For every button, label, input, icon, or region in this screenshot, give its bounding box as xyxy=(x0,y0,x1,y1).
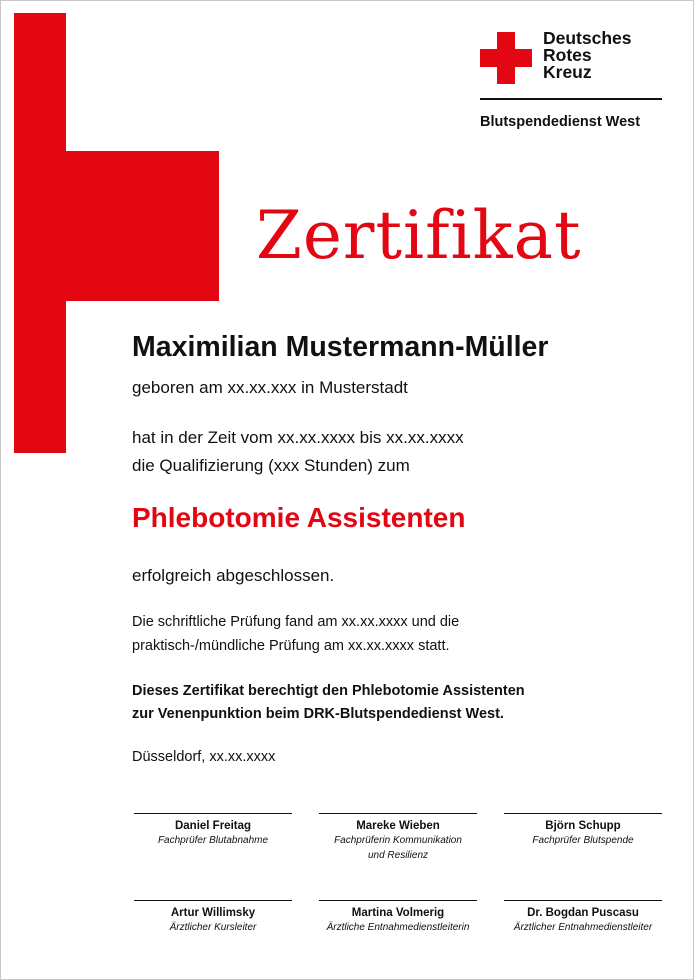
signature-block xyxy=(504,900,662,935)
signature-block xyxy=(134,813,292,848)
signer-name: Dr. Bogdan Puscasu xyxy=(527,907,639,919)
signer-name: Martina Volmerig xyxy=(351,907,445,919)
logo-wordmark xyxy=(543,30,632,81)
birth-info: geboren am xx.xx.xxx in Musterstadt xyxy=(132,378,408,397)
exam-text-line-2: praktisch-/mündliche Prüfung am xx.xx.xxxx statt. xyxy=(132,638,450,654)
signature-line xyxy=(504,813,662,814)
logo-divider xyxy=(480,98,662,100)
signature-line xyxy=(319,900,477,901)
logo-line-1: Deutsches xyxy=(543,28,632,48)
signer-name: Artur Willimsky xyxy=(170,907,256,919)
signer-role: Ärztlicher Kursleiter xyxy=(169,922,257,933)
signer-role: Fachprüfer Blutabnahme xyxy=(157,835,269,846)
signature-line xyxy=(319,813,477,814)
signature-block xyxy=(319,813,477,863)
logo-line-2: Rotes xyxy=(543,45,592,65)
signature-line xyxy=(134,900,292,901)
signer-name: Björn Schupp xyxy=(545,820,621,832)
authorization-line-2: zur Venenpunktion beim DRK-Blutspendedienst West. xyxy=(132,706,504,722)
training-period: hat in der Zeit vom xx.xx.xxxx bis xx.xx.xxxx xyxy=(132,428,464,447)
signature-block xyxy=(504,813,662,848)
recipient-name: Maximilian Mustermann-Müller xyxy=(132,331,549,363)
logo-line-3: Kreuz xyxy=(543,62,592,82)
signature-line xyxy=(504,900,662,901)
completion-text: erfolgreich abgeschlossen. xyxy=(132,566,335,585)
signer-role-continued: und Resilienz xyxy=(367,850,429,861)
signature-block xyxy=(319,900,477,935)
exam-text-line-1: Die schriftliche Prüfung fand am xx.xx.xxxx und die xyxy=(132,614,460,630)
signer-role: Ärztliche Entnahmedienstleiterin xyxy=(326,922,470,933)
place-date: Düsseldorf, xx.xx.xxxx xyxy=(132,749,276,765)
signer-role: Ärztlicher Entnahmedienstleiter xyxy=(513,922,653,933)
signer-role: Fachprüfer Blutspende xyxy=(532,835,634,846)
signer-name: Mareke Wieben xyxy=(356,820,440,832)
qualification-title: Phlebotomie Assistenten xyxy=(132,502,466,533)
logo-service-name: Blutspendedienst West xyxy=(480,114,641,130)
signature-line xyxy=(134,813,292,814)
red-cross-icon xyxy=(480,32,532,84)
certificate-title: Zertifikat xyxy=(256,197,582,274)
authorization-line-1: Dieses Zertifikat berechtigt den Phlebotomie Assistenten xyxy=(132,683,525,699)
signature-block xyxy=(134,900,292,935)
red-cross-bar-horizontal xyxy=(14,151,219,301)
signer-role: Fachprüferin Kommunikation xyxy=(334,835,462,846)
signer-name: Daniel Freitag xyxy=(174,820,252,832)
qualification-intro: die Qualifizierung (xxx Stunden) zum xyxy=(132,456,410,475)
